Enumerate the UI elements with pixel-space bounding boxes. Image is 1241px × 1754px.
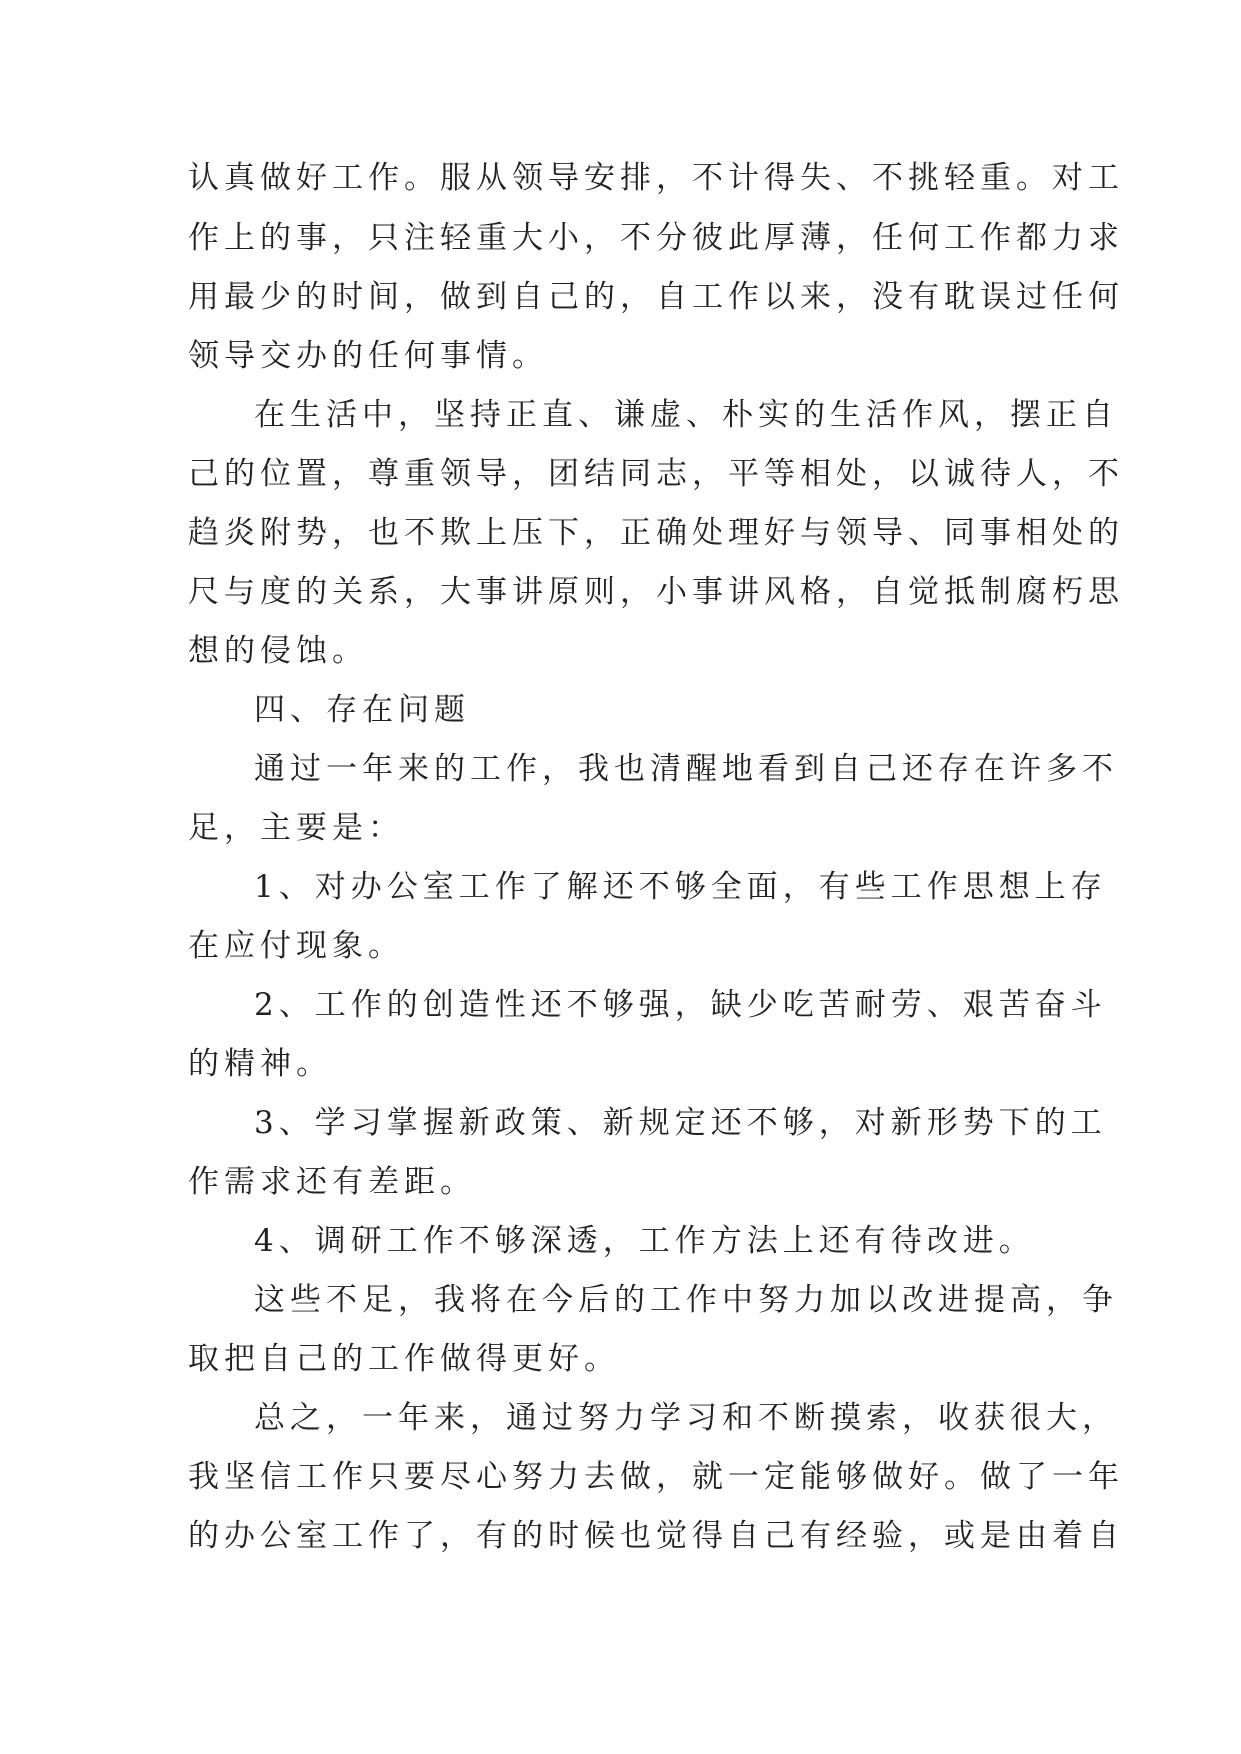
text-line: 足，主要是： [188,810,404,846]
text-line: 的精神。 [188,1046,332,1082]
text-line: 认真做好工作。服从领导安排，不计得失、不挑轻重。对工 [188,160,1124,196]
text-line: 总之，一年来，通过努力学习和不断摸索，收获很大， [254,1400,1118,1436]
text-line: 想的侵蚀。 [188,633,368,669]
list-item: 3、学习掌握新政策、新规定还不够，对新形势下的工 [254,1105,1107,1141]
text-line: 领导交办的任何事情。 [188,338,548,374]
text-line: 的办公室工作了，有的时候也觉得自己有经验，或是由着自 [188,1518,1124,1554]
text-line: 用最少的时间，做到自己的，自工作以来，没有耽误过任何 [188,279,1124,315]
list-item: 1、对办公室工作了解还不够全面，有些工作思想上存 [254,869,1107,905]
text-line: 我坚信工作只要尽心努力去做，就一定能够做好。做了一年 [188,1459,1124,1495]
text-line: 在应付现象。 [188,928,404,964]
text-line: 尺与度的关系，大事讲原则，小事讲风格，自觉抵制腐朽思 [188,574,1124,610]
text-line: 趋炎附势，也不欺上压下，正确处理好与领导、同事相处的 [188,515,1124,551]
list-item: 4、调研工作不够深透，工作方法上还有待改进。 [254,1223,1035,1259]
text-line: 在生活中，坚持正直、谦虚、朴实的生活作风，摆正自 [254,397,1118,433]
text-line: 作需求还有差距。 [188,1164,476,1200]
text-line: 取把自己的工作做得更好。 [188,1341,620,1377]
text-line: 这些不足，我将在今后的工作中努力加以改进提高，争 [254,1282,1118,1318]
text-line: 通过一年来的工作，我也清醒地看到自己还存在许多不 [254,751,1118,787]
text-line: 己的位置，尊重领导，团结同志，平等相处，以诚待人，不 [188,456,1124,492]
section-heading: 四、存在问题 [254,692,470,728]
text-line: 作上的事，只注轻重大小，不分彼此厚薄，任何工作都力求 [188,220,1124,256]
list-item: 2、工作的创造性还不够强，缺少吃苦耐劳、艰苦奋斗 [254,987,1107,1023]
